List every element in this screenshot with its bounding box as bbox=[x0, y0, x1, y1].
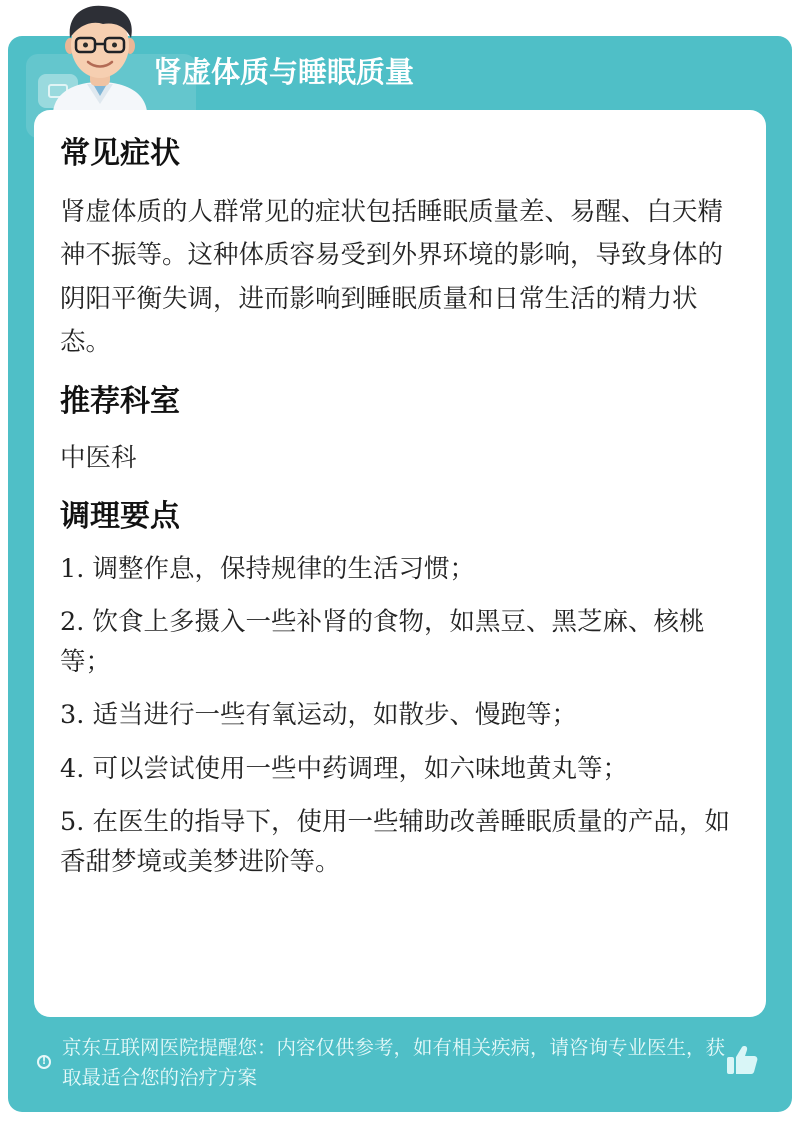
list-item-number: 5. bbox=[60, 807, 85, 838]
content-card bbox=[34, 110, 766, 1017]
section-title-department: 推荐科室 bbox=[60, 384, 180, 420]
list-item bbox=[60, 696, 740, 736]
footer-notice: 京东互联网医院提醒您：内容仅供参考，如有相关疾病，请咨询专业医生，获取最适合您的治疗方案 bbox=[62, 1036, 726, 1090]
list-item-number: 3. bbox=[60, 700, 85, 731]
list-item-number: 2. bbox=[60, 607, 85, 638]
list-item-number: 4. bbox=[60, 753, 85, 784]
list-item-text: 适当进行一些有氧运动，如散步、慢跑等； bbox=[92, 700, 577, 731]
list-item bbox=[60, 803, 740, 882]
symptoms-text: 肾虚体质的人群常见的症状包括睡眠质量差、易醒、白天精神不振等。这种体质容易受到外界环境的影响，导致身体的阴阳平衡失调，进而影响到睡眠质量和日常生活的精力状态。 bbox=[60, 197, 724, 358]
section-title-symptoms: 常见症状 bbox=[60, 136, 180, 171]
care-points-list bbox=[60, 550, 740, 883]
thumbs-up-icon[interactable] bbox=[724, 1042, 760, 1078]
doctor-avatar bbox=[45, 0, 155, 112]
info-icon: ! bbox=[37, 1055, 51, 1069]
section-title-care-points: 调理要点 bbox=[60, 498, 180, 534]
list-item-text: 饮食上多摄入一些补肾的食物，如黑豆、黑芝麻、核桃等； bbox=[60, 607, 705, 677]
list-item-number: 1. bbox=[60, 553, 85, 584]
list-item-text: 可以尝试使用一些中药调理，如六味地黄丸等； bbox=[92, 753, 628, 784]
page-title: 肾虚体质与睡眠质量 bbox=[153, 55, 415, 89]
list-item-text: 调整作息，保持规律的生活习惯； bbox=[92, 553, 475, 584]
list-item-text: 在医生的指导下，使用一些辅助改善睡眠质量的产品，如香甜梦境或美梦进阶等。 bbox=[60, 807, 730, 877]
list-item bbox=[60, 750, 740, 790]
list-item bbox=[60, 603, 740, 682]
department-text: 中医科 bbox=[60, 443, 137, 474]
list-item bbox=[60, 550, 740, 590]
card-content bbox=[60, 132, 740, 898]
